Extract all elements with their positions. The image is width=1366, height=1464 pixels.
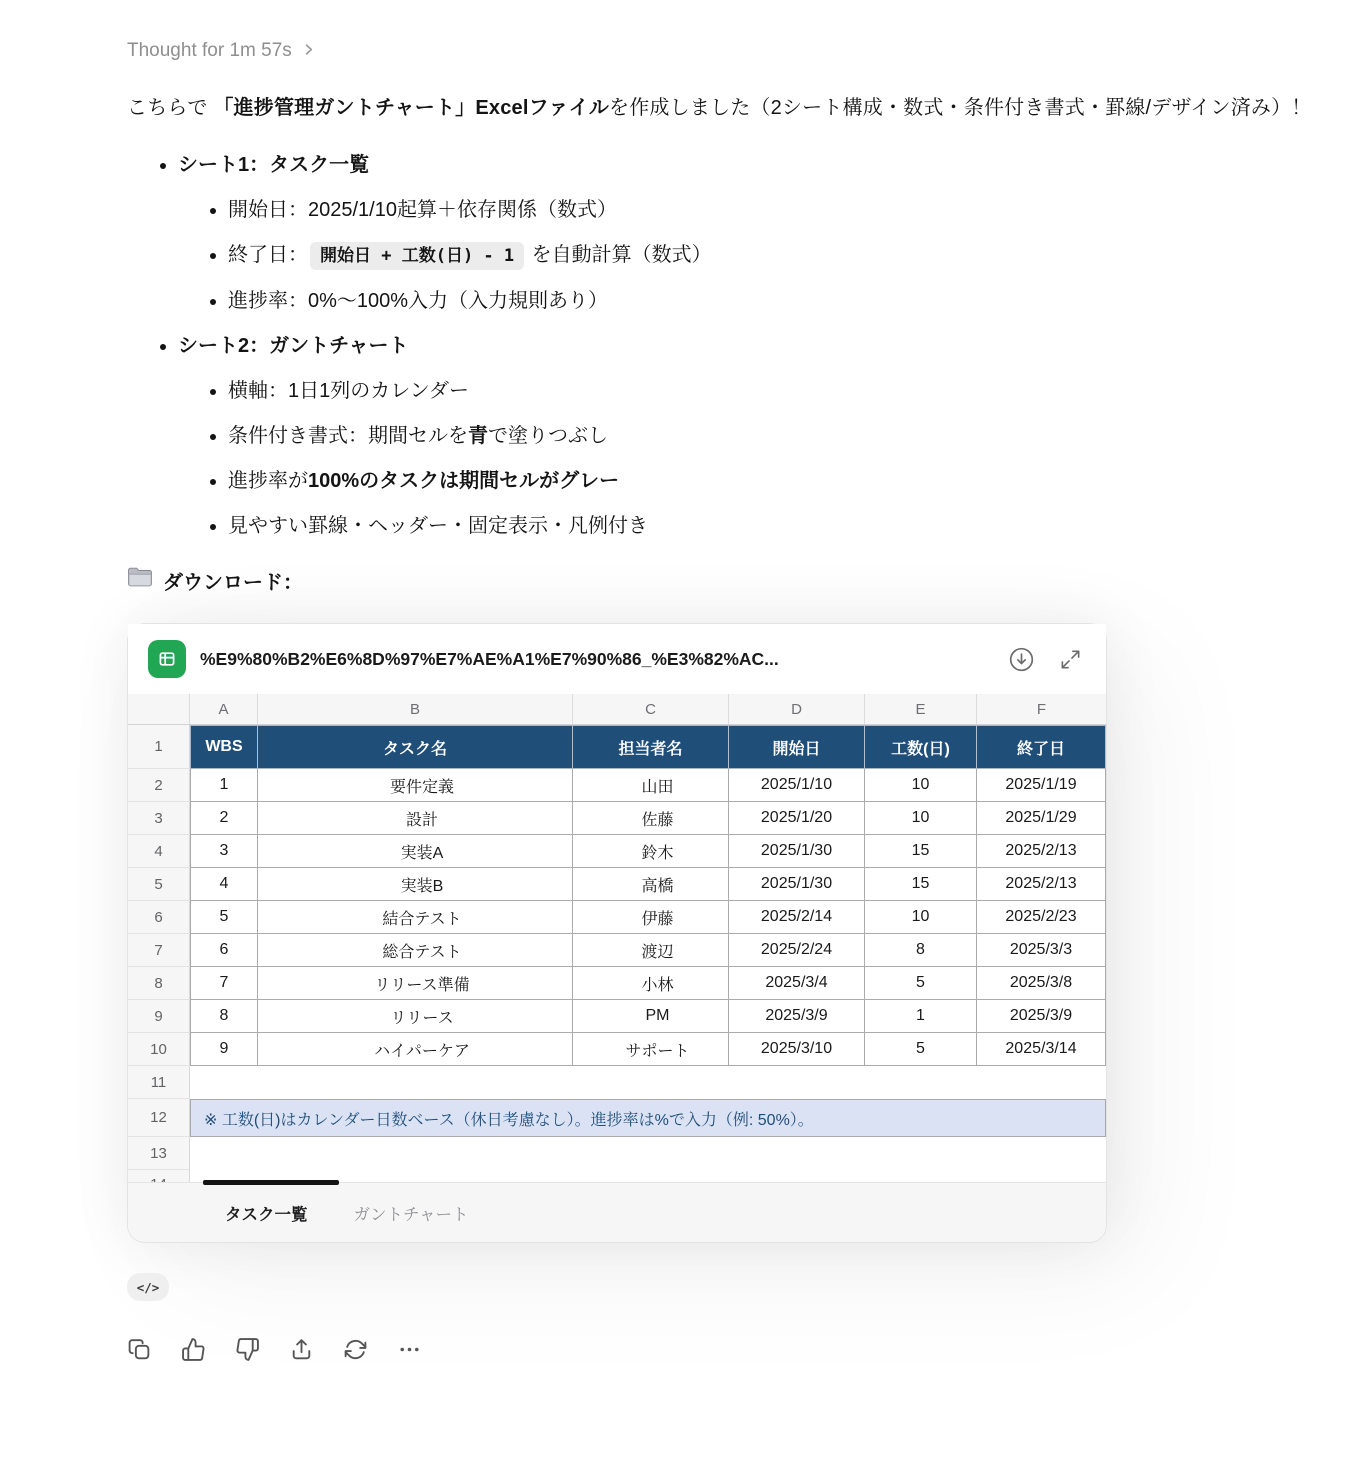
sheet-tab[interactable]: タスク一覧 xyxy=(225,1205,308,1224)
row-number: 11 xyxy=(128,1066,190,1099)
intro-paragraph: こちらで 「進捗管理ガントチャート」Excelファイルを作成しました（2シート構成・数式・条件付き書式・罫線/デザイン済み）！ xyxy=(127,97,1312,119)
sheet-tab[interactable]: ガントチャート xyxy=(353,1205,469,1224)
sheet-row-2 xyxy=(128,769,1106,802)
data-cell: 2025/2/14 xyxy=(729,901,865,934)
data-cell: 2025/3/9 xyxy=(977,1000,1106,1033)
list-item: • 進捗率：0%〜100%入力（入力規則あり） xyxy=(228,279,1366,324)
data-cell: 2 xyxy=(190,802,258,835)
download-icon[interactable] xyxy=(1008,646,1035,673)
data-cell: 要件定義 xyxy=(258,769,573,802)
row-number: 1 xyxy=(128,725,190,769)
inline-code: 開始日 + 工数(日) - 1 xyxy=(310,242,524,270)
header-cell: タスク名 xyxy=(258,725,573,769)
sheet-tab-bar xyxy=(128,1182,1106,1242)
data-cell: 実装A xyxy=(258,835,573,868)
data-cell: 8 xyxy=(865,934,977,967)
data-cell: 2025/2/24 xyxy=(729,934,865,967)
retry-icon[interactable] xyxy=(343,1337,368,1362)
share-icon[interactable] xyxy=(289,1337,314,1362)
data-cell: 10 xyxy=(865,901,977,934)
row-number: 7 xyxy=(128,934,190,967)
column-letter: A xyxy=(190,694,258,724)
file-card xyxy=(127,623,1107,1243)
note-cell: ※ 工数(日)はカレンダー日数ベース（休日考慮なし）。進捗率は%で入力（例: 50%）。 xyxy=(190,1099,1106,1137)
data-cell: 2025/2/13 xyxy=(977,868,1106,901)
data-cell: 2025/1/10 xyxy=(729,769,865,802)
sheet-row-13 xyxy=(128,1137,1106,1170)
data-cell: PM xyxy=(573,1000,729,1033)
more-options-icon[interactable] xyxy=(397,1337,422,1362)
data-cell: 山田 xyxy=(573,769,729,802)
sheet-row-3 xyxy=(128,802,1106,835)
list-item-sheet2: • シート2：ガントチャート • 横軸：1日1列のカレンダー • 条件付き書式：期間セルを青で塗りつぶし • 進捗率が100%のタスクは期間セルがグレー • 見やすい罫線・ヘッダー・固定表示・凡例付き xyxy=(178,324,1366,549)
folder-icon xyxy=(127,566,153,594)
list-item: • 横軸：1日1列のカレンダー xyxy=(228,369,1366,414)
thought-label: Thought for 1m 57s xyxy=(127,40,292,61)
thought-header[interactable] xyxy=(127,38,1366,64)
data-cell: 2025/3/14 xyxy=(977,1033,1106,1066)
sheet-row-6 xyxy=(128,901,1106,934)
sheet-row-7 xyxy=(128,934,1106,967)
corner-cell xyxy=(128,694,190,724)
data-cell: 15 xyxy=(865,835,977,868)
data-cell: 設計 xyxy=(258,802,573,835)
data-cell: 10 xyxy=(865,802,977,835)
active-tab-indicator xyxy=(203,1180,339,1185)
data-cell: 2025/1/19 xyxy=(977,769,1106,802)
data-cell: 8 xyxy=(190,1000,258,1033)
data-cell: 5 xyxy=(865,967,977,1000)
spreadsheet-file-icon xyxy=(148,640,186,678)
list-item: • 終了日： 開始日 + 工数(日) - 1 を自動計算（数式） xyxy=(228,233,1366,279)
chevron-right-icon xyxy=(301,40,316,63)
sheet-row-1 xyxy=(128,725,1106,769)
code-block-toggle[interactable]: </> xyxy=(127,1273,169,1301)
data-cell: 2025/3/4 xyxy=(729,967,865,1000)
data-cell: 2025/1/30 xyxy=(729,868,865,901)
data-cell: 結合テスト xyxy=(258,901,573,934)
column-letter: B xyxy=(258,694,573,724)
data-cell: 1 xyxy=(190,769,258,802)
sheet-row-8 xyxy=(128,967,1106,1000)
data-cell: 2025/2/23 xyxy=(977,901,1106,934)
sheet-row-11 xyxy=(128,1066,1106,1099)
header-cell: 担当者名 xyxy=(573,725,729,769)
sheet-rows xyxy=(128,725,1106,1182)
data-cell: 3 xyxy=(190,835,258,868)
list-item: • 条件付き書式：期間セルを青で塗りつぶし xyxy=(228,414,1366,459)
data-cell: 4 xyxy=(190,868,258,901)
data-cell: 5 xyxy=(865,1033,977,1066)
file-name[interactable]: %E9%80%B2%E6%8D%97%E7%AE%A1%E7%90%86_%E3%82%AC... xyxy=(200,648,779,669)
download-heading: ダウンロード： xyxy=(127,565,1366,595)
thumbs-up-icon[interactable] xyxy=(181,1337,206,1362)
row-number: 13 xyxy=(128,1137,190,1170)
data-cell: 高橋 xyxy=(573,868,729,901)
header-cell: 工数(日) xyxy=(865,725,977,769)
thumbs-down-icon[interactable] xyxy=(235,1337,260,1362)
data-cell: 2025/1/30 xyxy=(729,835,865,868)
row-number: 9 xyxy=(128,1000,190,1033)
data-cell: 7 xyxy=(190,967,258,1000)
sheet-row-12 xyxy=(128,1099,1106,1137)
data-cell: 15 xyxy=(865,868,977,901)
list-item: • 開始日：2025/1/10起算＋依存関係（数式） xyxy=(228,188,1366,233)
row-number: 10 xyxy=(128,1033,190,1066)
data-cell: 2025/1/29 xyxy=(977,802,1106,835)
data-cell: 5 xyxy=(190,901,258,934)
row-number: 5 xyxy=(128,868,190,901)
data-cell: 総合テスト xyxy=(258,934,573,967)
list-item: • 進捗率が100%のタスクは期間セルがグレー xyxy=(228,459,1366,504)
sheet-row-9 xyxy=(128,1000,1106,1033)
header-cell: 終了日 xyxy=(977,725,1106,769)
row-number: 12 xyxy=(128,1099,190,1137)
data-cell: サポート xyxy=(573,1033,729,1066)
column-letter: F xyxy=(1036,700,1047,718)
data-cell: 実装B xyxy=(258,868,573,901)
data-cell: 1 xyxy=(865,1000,977,1033)
data-cell: 小林 xyxy=(573,967,729,1000)
header-cell: WBS xyxy=(190,725,258,769)
data-cell: 9 xyxy=(190,1033,258,1066)
row-number: 4 xyxy=(128,835,190,868)
file-card-header xyxy=(128,624,1106,694)
data-cell: リリース準備 xyxy=(258,967,573,1000)
data-cell: 2025/3/8 xyxy=(977,967,1106,1000)
list-item: • 見やすい罫線・ヘッダー・固定表示・凡例付き xyxy=(228,504,1366,549)
data-cell: 佐藤 xyxy=(573,802,729,835)
message-actions xyxy=(127,1337,1366,1362)
data-cell: 6 xyxy=(190,934,258,967)
data-cell: 2025/3/3 xyxy=(977,934,1106,967)
data-cell: 2025/2/13 xyxy=(977,835,1106,868)
column-letter: D xyxy=(729,694,865,724)
data-cell: 渡辺 xyxy=(573,934,729,967)
column-letters-row xyxy=(128,694,1106,725)
column-letter: E xyxy=(865,694,977,724)
row-number: 2 xyxy=(128,769,190,802)
copy-icon[interactable] xyxy=(127,1337,152,1362)
expand-icon[interactable] xyxy=(1059,648,1082,671)
data-cell: 2025/3/10 xyxy=(729,1033,865,1066)
data-cell: 10 xyxy=(865,769,977,802)
data-cell: ハイパーケア xyxy=(258,1033,573,1066)
data-cell: 鈴木 xyxy=(573,835,729,868)
list-item-sheet1: • シート1：タスク一覧 • 開始日：2025/1/10起算＋依存関係（数式） • 終了日： 開始日 + 工数(日) - 1 を自動計算（数式） • 進捗率：0%〜100%入力（入力規則あり） xyxy=(178,143,1366,324)
row-number: 8 xyxy=(128,967,190,1000)
header-cell: 開始日 xyxy=(729,725,865,769)
data-cell: リリース xyxy=(258,1000,573,1033)
data-cell: 2025/3/9 xyxy=(729,1000,865,1033)
data-cell: 伊藤 xyxy=(573,901,729,934)
row-number: 6 xyxy=(128,901,190,934)
spreadsheet-preview xyxy=(128,694,1106,1182)
row-number: 3 xyxy=(128,802,190,835)
sheet-row-5 xyxy=(128,868,1106,901)
sheet-row-10 xyxy=(128,1033,1106,1066)
data-cell: 2025/1/20 xyxy=(729,802,865,835)
column-letter: C xyxy=(573,694,729,724)
sheet-row-4 xyxy=(128,835,1106,868)
feature-list xyxy=(127,143,1366,549)
